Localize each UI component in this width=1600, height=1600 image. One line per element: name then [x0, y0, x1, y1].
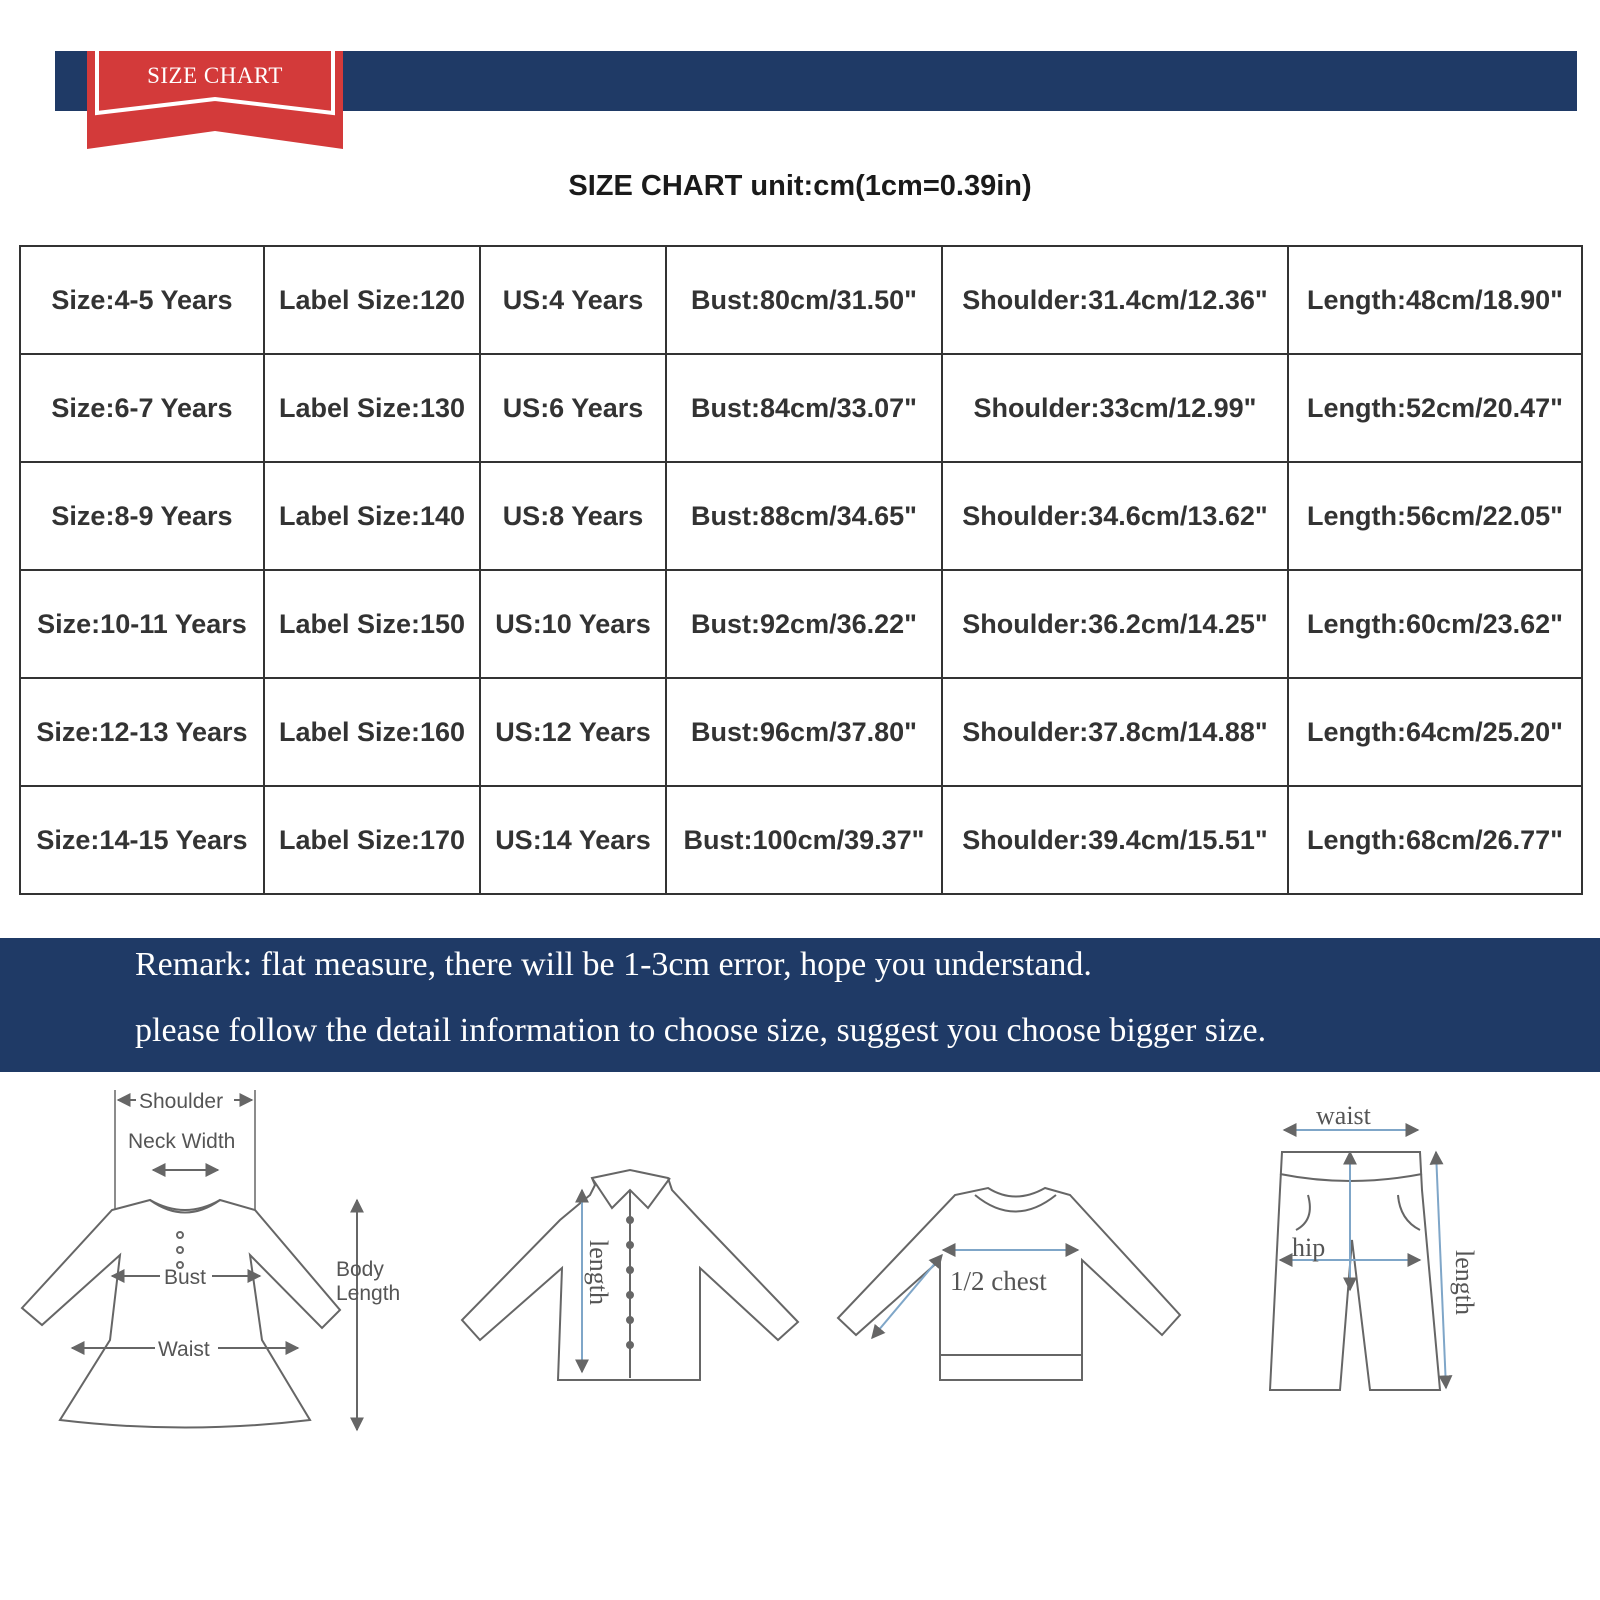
shoulder-cell: Shoulder:36.2cm/14.25" — [942, 570, 1288, 678]
shirt-diagram-icon — [462, 1170, 798, 1380]
length-cell: Length:64cm/25.20" — [1288, 678, 1582, 786]
pants-diagram-icon — [1270, 1101, 1479, 1390]
us-size-cell: US:10 Years — [480, 570, 666, 678]
dress-diagram-icon — [22, 1090, 400, 1430]
shirt-length-label: length — [584, 1240, 613, 1305]
pants-length-label: length — [1450, 1250, 1479, 1315]
us-size-cell: US:12 Years — [480, 678, 666, 786]
us-size-cell: US:8 Years — [480, 462, 666, 570]
size-cell: Size:14-15 Years — [20, 786, 264, 894]
us-size-cell: US:14 Years — [480, 786, 666, 894]
dress-bust-label: Bust — [164, 1266, 207, 1289]
table-row — [20, 678, 1582, 786]
size-table — [19, 245, 1583, 895]
length-cell: Length:48cm/18.90" — [1288, 246, 1582, 354]
label-size-cell: Label Size:170 — [264, 786, 480, 894]
table-row — [20, 246, 1582, 354]
bust-cell: Bust:88cm/34.65" — [666, 462, 942, 570]
size-chart-badge — [87, 51, 343, 151]
badge-label: SIZE CHART — [147, 63, 283, 88]
bust-cell: Bust:96cm/37.80" — [666, 678, 942, 786]
remark-line-2: please follow the detail information to choose size, suggest you choose bigger size. — [135, 1012, 1267, 1049]
dress-shoulder-label: Shoulder — [139, 1090, 224, 1113]
length-cell: Length:60cm/23.62" — [1288, 570, 1582, 678]
us-size-cell: US:6 Years — [480, 354, 666, 462]
bust-cell: Bust:92cm/36.22" — [666, 570, 942, 678]
label-size-cell: Label Size:160 — [264, 678, 480, 786]
label-size-cell: Label Size:120 — [264, 246, 480, 354]
dress-waist-label: Waist — [158, 1338, 210, 1361]
page-title: SIZE CHART unit:cm(1cm=0.39in) — [568, 170, 1032, 202]
size-cell: Size:8-9 Years — [20, 462, 264, 570]
dress-neck-width-label: Neck Width — [128, 1130, 236, 1153]
dress-body-label: Body — [336, 1258, 384, 1281]
pants-waist-label: waist — [1316, 1101, 1371, 1130]
length-cell: Length:52cm/20.47" — [1288, 354, 1582, 462]
label-size-cell: Label Size:130 — [264, 354, 480, 462]
dress-length-label: Length — [336, 1282, 401, 1305]
bust-cell: Bust:80cm/31.50" — [666, 246, 942, 354]
shoulder-cell: Shoulder:34.6cm/13.62" — [942, 462, 1288, 570]
length-cell: Length:56cm/22.05" — [1288, 462, 1582, 570]
label-size-cell: Label Size:150 — [264, 570, 480, 678]
table-row — [20, 462, 1582, 570]
shoulder-cell: Shoulder:31.4cm/12.36" — [942, 246, 1288, 354]
shoulder-cell: Shoulder:39.4cm/15.51" — [942, 786, 1288, 894]
shoulder-cell: Shoulder:37.8cm/14.88" — [942, 678, 1288, 786]
size-cell: Size:12-13 Years — [20, 678, 264, 786]
sweater-chest-label: 1/2 chest — [950, 1266, 1047, 1296]
us-size-cell: US:4 Years — [480, 246, 666, 354]
shoulder-cell: Shoulder:33cm/12.99" — [942, 354, 1288, 462]
sweater-diagram-icon — [838, 1188, 1180, 1380]
length-cell: Length:68cm/26.77" — [1288, 786, 1582, 894]
table-row — [20, 354, 1582, 462]
measurement-diagrams — [0, 1090, 1600, 1490]
remark-line-1: Remark: flat measure, there will be 1-3cm error, hope you understand. — [135, 946, 1092, 983]
table-row — [20, 786, 1582, 894]
size-cell: Size:4-5 Years — [20, 246, 264, 354]
table-row — [20, 570, 1582, 678]
pants-hip-label: hip — [1292, 1233, 1326, 1262]
bust-cell: Bust:84cm/33.07" — [666, 354, 942, 462]
size-cell: Size:10-11 Years — [20, 570, 264, 678]
bust-cell: Bust:100cm/39.37" — [666, 786, 942, 894]
label-size-cell: Label Size:140 — [264, 462, 480, 570]
size-cell: Size:6-7 Years — [20, 354, 264, 462]
